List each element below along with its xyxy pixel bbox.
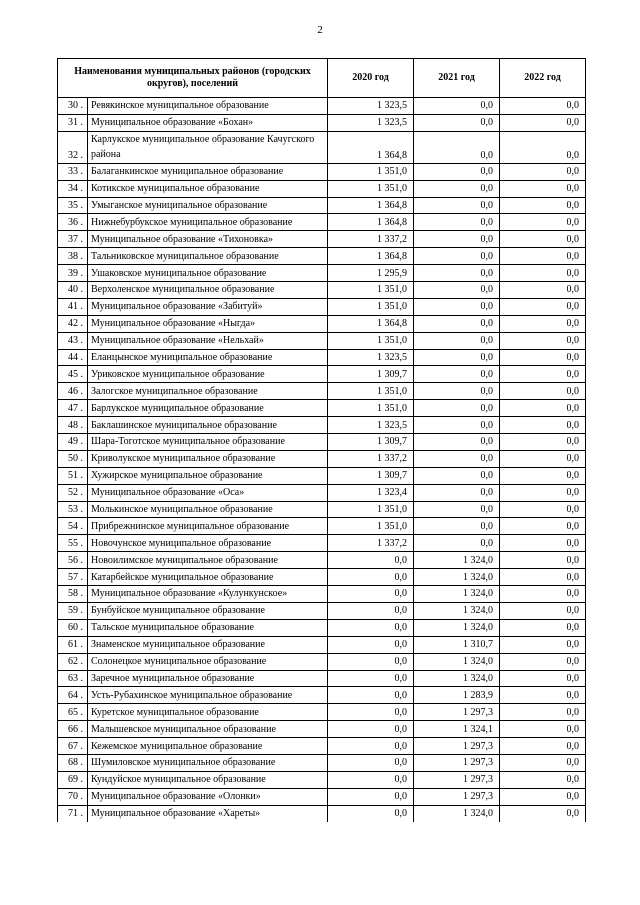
municipality-name: Кундуйское муниципальное образование	[88, 771, 328, 788]
value-2020: 1 351,0	[328, 383, 414, 400]
value-2022: 0,0	[500, 788, 586, 805]
value-2020: 0,0	[328, 569, 414, 586]
value-2020: 0,0	[328, 602, 414, 619]
table-row	[58, 400, 586, 417]
value-2022: 0,0	[500, 434, 586, 451]
value-2020: 0,0	[328, 619, 414, 636]
municipality-name: Шара-Тоготское муниципальное образование	[88, 434, 328, 451]
row-number: 55 .	[58, 535, 88, 552]
row-number: 33 .	[58, 163, 88, 180]
table-header-row	[58, 59, 586, 98]
value-2022: 0,0	[500, 602, 586, 619]
value-2022: 0,0	[500, 131, 586, 163]
row-number: 49 .	[58, 434, 88, 451]
value-2022: 0,0	[500, 248, 586, 265]
value-2022: 0,0	[500, 721, 586, 738]
municipality-name: Ревякинское муниципальное образование	[88, 98, 328, 115]
value-2020: 1 364,8	[328, 131, 414, 163]
table-row	[58, 754, 586, 771]
value-2022: 0,0	[500, 738, 586, 755]
value-2022: 0,0	[500, 231, 586, 248]
value-2020: 1 351,0	[328, 518, 414, 535]
municipality-name: Солонецкое муниципальное образование	[88, 653, 328, 670]
table-body	[58, 98, 586, 822]
municipality-name: Залогское муниципальное образование	[88, 383, 328, 400]
municipality-name: Прибрежнинское муниципальное образование	[88, 518, 328, 535]
row-number: 46 .	[58, 383, 88, 400]
row-number: 60 .	[58, 619, 88, 636]
table-row	[58, 315, 586, 332]
value-2020: 1 323,4	[328, 484, 414, 501]
value-2021: 0,0	[414, 315, 500, 332]
municipality-name: Знаменское муниципальное образование	[88, 636, 328, 653]
row-number: 53 .	[58, 501, 88, 518]
funding-table	[57, 58, 586, 822]
row-number: 48 .	[58, 417, 88, 434]
value-2022: 0,0	[500, 636, 586, 653]
municipality-name: Куретское муниципальное образование	[88, 704, 328, 721]
value-2020: 1 364,8	[328, 315, 414, 332]
table-row	[58, 704, 586, 721]
value-2020: 0,0	[328, 721, 414, 738]
table-row	[58, 298, 586, 315]
municipality-name: Баклашинское муниципальное образование	[88, 417, 328, 434]
value-2021: 0,0	[414, 180, 500, 197]
value-2021: 1 324,0	[414, 805, 500, 821]
value-2020: 1 337,2	[328, 450, 414, 467]
row-number: 52 .	[58, 484, 88, 501]
value-2022: 0,0	[500, 383, 586, 400]
value-2021: 0,0	[414, 366, 500, 383]
value-2022: 0,0	[500, 518, 586, 535]
municipality-name: Муниципальное образование «Олонки»	[88, 788, 328, 805]
municipality-name: Криволукское муниципальное образование	[88, 450, 328, 467]
municipality-name: Новочунское муниципальное образование	[88, 535, 328, 552]
value-2020: 1 337,2	[328, 231, 414, 248]
value-2022: 0,0	[500, 349, 586, 366]
value-2021: 0,0	[414, 535, 500, 552]
table-row	[58, 670, 586, 687]
value-2021: 0,0	[414, 349, 500, 366]
table-row	[58, 518, 586, 535]
value-2020: 0,0	[328, 653, 414, 670]
value-2020: 1 364,8	[328, 248, 414, 265]
table-row	[58, 366, 586, 383]
value-2020: 1 351,0	[328, 501, 414, 518]
row-number: 35 .	[58, 197, 88, 214]
row-number: 44 .	[58, 349, 88, 366]
value-2022: 0,0	[500, 197, 586, 214]
value-2022: 0,0	[500, 771, 586, 788]
value-2022: 0,0	[500, 501, 586, 518]
table-row	[58, 467, 586, 484]
municipality-name: Тальское муниципальное образование	[88, 619, 328, 636]
row-number: 61 .	[58, 636, 88, 653]
value-2022: 0,0	[500, 282, 586, 299]
value-2021: 1 297,3	[414, 704, 500, 721]
table-row	[58, 687, 586, 704]
table-row	[58, 163, 586, 180]
table-row	[58, 332, 586, 349]
value-2021: 0,0	[414, 417, 500, 434]
table-row	[58, 535, 586, 552]
value-2020: 1 351,0	[328, 332, 414, 349]
table-row	[58, 434, 586, 451]
value-2020: 1 351,0	[328, 282, 414, 299]
value-2021: 1 283,9	[414, 687, 500, 704]
municipality-name: Катарбейское муниципальное образование	[88, 569, 328, 586]
table-row	[58, 282, 586, 299]
municipality-name: Муниципальное образование «Тихоновка»	[88, 231, 328, 248]
municipality-name: Муниципальное образование «Забитуй»	[88, 298, 328, 315]
row-number: 41 .	[58, 298, 88, 315]
value-2022: 0,0	[500, 265, 586, 282]
value-2022: 0,0	[500, 586, 586, 603]
municipality-name: Муниципальное образование «Бохан»	[88, 114, 328, 131]
value-2021: 1 324,0	[414, 670, 500, 687]
value-2022: 0,0	[500, 535, 586, 552]
row-number: 69 .	[58, 771, 88, 788]
row-number: 67 .	[58, 738, 88, 755]
table-row	[58, 602, 586, 619]
header-2021: 2021 год	[414, 59, 500, 98]
municipality-name: Котикское муниципальное образование	[88, 180, 328, 197]
value-2020: 0,0	[328, 704, 414, 721]
value-2021: 1 324,0	[414, 602, 500, 619]
value-2022: 0,0	[500, 754, 586, 771]
value-2020: 1 351,0	[328, 298, 414, 315]
value-2021: 0,0	[414, 248, 500, 265]
value-2020: 0,0	[328, 805, 414, 821]
value-2022: 0,0	[500, 214, 586, 231]
table-row	[58, 738, 586, 755]
table-row	[58, 484, 586, 501]
row-number: 70 .	[58, 788, 88, 805]
table-row	[58, 349, 586, 366]
row-number: 71 .	[58, 805, 88, 821]
table-row	[58, 805, 586, 821]
value-2020: 1 309,7	[328, 467, 414, 484]
value-2020: 1 295,9	[328, 265, 414, 282]
value-2022: 0,0	[500, 704, 586, 721]
row-number: 56 .	[58, 552, 88, 569]
value-2021: 1 324,0	[414, 619, 500, 636]
table-row	[58, 636, 586, 653]
value-2021: 1 324,0	[414, 569, 500, 586]
header-name: Наименования муниципальных районов (городских округов), поселений	[58, 59, 328, 98]
value-2022: 0,0	[500, 653, 586, 670]
value-2021: 0,0	[414, 332, 500, 349]
row-number: 31 .	[58, 114, 88, 131]
table-row	[58, 180, 586, 197]
value-2020: 1 351,0	[328, 180, 414, 197]
value-2020: 1 337,2	[328, 535, 414, 552]
value-2021: 1 297,3	[414, 771, 500, 788]
row-number: 30 .	[58, 98, 88, 115]
value-2022: 0,0	[500, 298, 586, 315]
table-row	[58, 653, 586, 670]
municipality-name: Ушаковское муниципальное образование	[88, 265, 328, 282]
row-number: 40 .	[58, 282, 88, 299]
table-row	[58, 265, 586, 282]
value-2022: 0,0	[500, 98, 586, 115]
value-2022: 0,0	[500, 467, 586, 484]
value-2022: 0,0	[500, 552, 586, 569]
value-2021: 0,0	[414, 434, 500, 451]
value-2020: 1 351,0	[328, 163, 414, 180]
page-number: 2	[317, 24, 323, 36]
value-2021: 0,0	[414, 518, 500, 535]
value-2021: 0,0	[414, 131, 500, 163]
row-number: 66 .	[58, 721, 88, 738]
value-2022: 0,0	[500, 400, 586, 417]
table-row	[58, 586, 586, 603]
value-2022: 0,0	[500, 619, 586, 636]
value-2021: 0,0	[414, 197, 500, 214]
municipality-name: Бунбуйское муниципальное образование	[88, 602, 328, 619]
row-number: 68 .	[58, 754, 88, 771]
row-number: 37 .	[58, 231, 88, 248]
value-2021: 0,0	[414, 214, 500, 231]
value-2021: 1 310,7	[414, 636, 500, 653]
row-number: 50 .	[58, 450, 88, 467]
table-row	[58, 771, 586, 788]
value-2020: 1 309,7	[328, 366, 414, 383]
municipality-name: Еланцынское муниципальное образование	[88, 349, 328, 366]
value-2020: 1 323,5	[328, 417, 414, 434]
row-number: 62 .	[58, 653, 88, 670]
table-row	[58, 417, 586, 434]
municipality-name: Карлукское муниципальное образование Качугского района	[88, 131, 328, 163]
municipality-name: Новоилимское муниципальное образование	[88, 552, 328, 569]
header-2022: 2022 год	[500, 59, 586, 98]
table-row	[58, 501, 586, 518]
value-2021: 1 297,3	[414, 788, 500, 805]
value-2021: 0,0	[414, 298, 500, 315]
table-row	[58, 619, 586, 636]
table-row	[58, 383, 586, 400]
municipality-name: Муниципальное образование «Нельхай»	[88, 332, 328, 349]
value-2020: 1 364,8	[328, 197, 414, 214]
value-2021: 1 297,3	[414, 738, 500, 755]
value-2020: 1 323,5	[328, 98, 414, 115]
value-2022: 0,0	[500, 180, 586, 197]
municipality-name: Барлукское муниципальное образование	[88, 400, 328, 417]
municipality-name: Молькинское муниципальное образование	[88, 501, 328, 518]
value-2021: 0,0	[414, 501, 500, 518]
municipality-name: Нижнебурбукское муниципальное образование	[88, 214, 328, 231]
table-row	[58, 552, 586, 569]
value-2021: 0,0	[414, 450, 500, 467]
row-number: 65 .	[58, 704, 88, 721]
value-2022: 0,0	[500, 450, 586, 467]
row-number: 43 .	[58, 332, 88, 349]
table-row	[58, 450, 586, 467]
value-2021: 1 324,0	[414, 552, 500, 569]
value-2021: 0,0	[414, 467, 500, 484]
row-number: 64 .	[58, 687, 88, 704]
value-2021: 0,0	[414, 400, 500, 417]
table-row	[58, 131, 586, 163]
value-2021: 1 324,1	[414, 721, 500, 738]
municipality-name: Муниципальное образование «Кулункунское»	[88, 586, 328, 603]
table-row	[58, 214, 586, 231]
municipality-name: Балаганкинское муниципальное образование	[88, 163, 328, 180]
value-2022: 0,0	[500, 569, 586, 586]
value-2021: 0,0	[414, 383, 500, 400]
value-2020: 0,0	[328, 636, 414, 653]
municipality-name: Муниципальное образование «Ныгда»	[88, 315, 328, 332]
row-number: 54 .	[58, 518, 88, 535]
value-2021: 1 324,0	[414, 586, 500, 603]
value-2020: 0,0	[328, 771, 414, 788]
table-row	[58, 248, 586, 265]
row-number: 57 .	[58, 569, 88, 586]
value-2020: 1 351,0	[328, 400, 414, 417]
row-number: 63 .	[58, 670, 88, 687]
table-row	[58, 569, 586, 586]
value-2022: 0,0	[500, 670, 586, 687]
value-2022: 0,0	[500, 687, 586, 704]
row-number: 58 .	[58, 586, 88, 603]
value-2020: 1 309,7	[328, 434, 414, 451]
row-number: 45 .	[58, 366, 88, 383]
table-row	[58, 98, 586, 115]
value-2022: 0,0	[500, 332, 586, 349]
value-2020: 0,0	[328, 687, 414, 704]
municipality-name: Верхоленское муниципальное образование	[88, 282, 328, 299]
value-2020: 1 323,5	[328, 349, 414, 366]
table-row	[58, 197, 586, 214]
value-2020: 0,0	[328, 788, 414, 805]
value-2020: 0,0	[328, 738, 414, 755]
value-2022: 0,0	[500, 163, 586, 180]
row-number: 47 .	[58, 400, 88, 417]
row-number: 38 .	[58, 248, 88, 265]
municipality-name: Кежемское муниципальное образование	[88, 738, 328, 755]
value-2021: 0,0	[414, 484, 500, 501]
row-number: 32 .	[58, 131, 88, 163]
value-2020: 0,0	[328, 586, 414, 603]
row-number: 36 .	[58, 214, 88, 231]
municipality-name: Уриковское муниципальное образование	[88, 366, 328, 383]
value-2020: 0,0	[328, 754, 414, 771]
row-number: 42 .	[58, 315, 88, 332]
header-2020: 2020 год	[328, 59, 414, 98]
municipality-name: Муниципальное образование «Оса»	[88, 484, 328, 501]
table-row	[58, 114, 586, 131]
table-row	[58, 721, 586, 738]
value-2021: 0,0	[414, 163, 500, 180]
municipality-name: Шумиловское муниципальное образование	[88, 754, 328, 771]
value-2022: 0,0	[500, 315, 586, 332]
municipality-name: Усть-Рубахинское муниципальное образование	[88, 687, 328, 704]
value-2021: 0,0	[414, 231, 500, 248]
value-2020: 1 364,8	[328, 214, 414, 231]
value-2020: 0,0	[328, 552, 414, 569]
value-2022: 0,0	[500, 417, 586, 434]
row-number: 51 .	[58, 467, 88, 484]
municipality-name: Малышевское муниципальное образование	[88, 721, 328, 738]
value-2021: 0,0	[414, 98, 500, 115]
table-row	[58, 788, 586, 805]
row-number: 39 .	[58, 265, 88, 282]
value-2021: 1 297,3	[414, 754, 500, 771]
value-2020: 0,0	[328, 670, 414, 687]
table-row	[58, 231, 586, 248]
value-2022: 0,0	[500, 366, 586, 383]
value-2022: 0,0	[500, 805, 586, 821]
municipality-name: Муниципальное образование «Хареты»	[88, 805, 328, 821]
municipality-name: Тальниковское муниципальное образование	[88, 248, 328, 265]
value-2021: 0,0	[414, 282, 500, 299]
value-2022: 0,0	[500, 114, 586, 131]
value-2021: 1 324,0	[414, 653, 500, 670]
municipality-name: Умыганское муниципальное образование	[88, 197, 328, 214]
value-2021: 0,0	[414, 265, 500, 282]
value-2021: 0,0	[414, 114, 500, 131]
row-number: 59 .	[58, 602, 88, 619]
row-number: 34 .	[58, 180, 88, 197]
municipality-name: Заречное муниципальное образование	[88, 670, 328, 687]
value-2020: 1 323,5	[328, 114, 414, 131]
value-2022: 0,0	[500, 484, 586, 501]
municipality-name: Хужирское муниципальное образование	[88, 467, 328, 484]
